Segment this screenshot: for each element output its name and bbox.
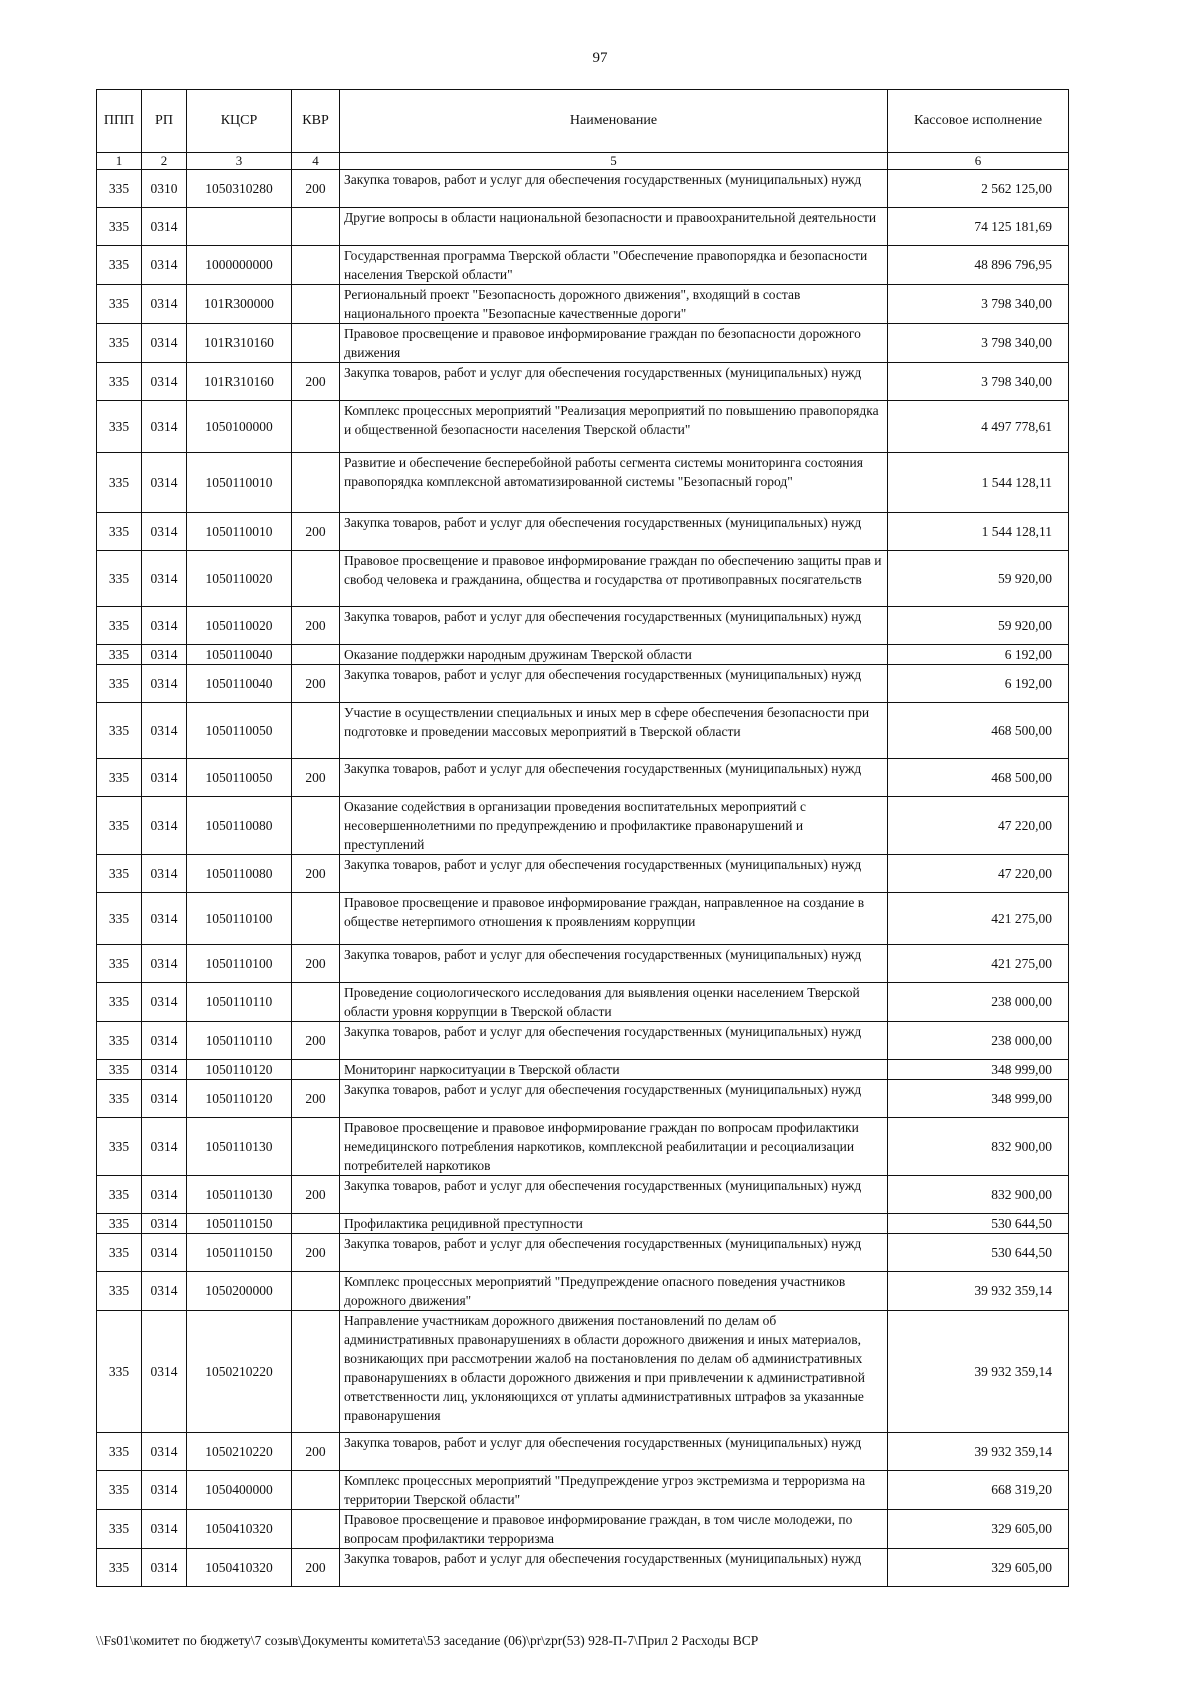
cell-kvr xyxy=(292,797,340,855)
cell-name: Другие вопросы в области национальной безопасности и правоохранительной деятельности xyxy=(340,208,888,246)
cell-ppp: 335 xyxy=(97,1311,142,1433)
cell-kvr xyxy=(292,324,340,363)
table-row xyxy=(97,893,1069,945)
cell-rp: 0314 xyxy=(142,893,187,945)
cell-amount: 3 798 340,00 xyxy=(888,363,1069,401)
table-row xyxy=(97,1272,1069,1311)
cell-rp: 0314 xyxy=(142,983,187,1022)
cell-kvr xyxy=(292,1311,340,1433)
cell-rp: 0314 xyxy=(142,285,187,324)
table-body xyxy=(97,170,1069,1587)
table-row xyxy=(97,1118,1069,1176)
cell-amount: 421 275,00 xyxy=(888,893,1069,945)
table-row xyxy=(97,665,1069,703)
table-row xyxy=(97,1080,1069,1118)
table-row xyxy=(97,855,1069,893)
table-row xyxy=(97,759,1069,797)
table-row xyxy=(97,1176,1069,1214)
cell-kcsr: 1000000000 xyxy=(187,246,292,285)
table-row xyxy=(97,1549,1069,1587)
cell-kvr xyxy=(292,551,340,607)
cell-kvr: 200 xyxy=(292,513,340,551)
cell-amount: 530 644,50 xyxy=(888,1234,1069,1272)
cell-kvr xyxy=(292,246,340,285)
column-number-row xyxy=(97,153,1069,170)
cell-name: Закупка товаров, работ и услуг для обеспечения государственных (муниципальных) нужд xyxy=(340,945,888,983)
cell-rp: 0314 xyxy=(142,665,187,703)
table-row xyxy=(97,208,1069,246)
cell-kvr xyxy=(292,401,340,453)
cell-kvr: 200 xyxy=(292,1176,340,1214)
cell-kvr xyxy=(292,1214,340,1234)
cell-rp: 0314 xyxy=(142,1272,187,1311)
cell-ppp: 335 xyxy=(97,363,142,401)
header-row xyxy=(97,90,1069,153)
cell-name: Комплекс процессных мероприятий "Предупреждение угроз экстремизма и терроризма на территории Тверской области" xyxy=(340,1471,888,1510)
cell-name: Оказание содействия в организации проведения воспитательных мероприятий с несовершеннолетними по предупреждению и профилактике правонарушений и преступлений xyxy=(340,797,888,855)
cell-amount: 348 999,00 xyxy=(888,1060,1069,1080)
cell-name: Направление участникам дорожного движения постановлений по делам об административных правонарушениях в области дорожного движения и иных материалов, возникающих при рассмотрении жалоб на постановления по делам об административных правонарушениях в области дорожного движения и при привлечении к административной ответственности лиц, уклоняющихся от уплаты административных штрафов за указанные правонарушения xyxy=(340,1311,888,1433)
cell-ppp: 335 xyxy=(97,1549,142,1587)
cell-kvr: 200 xyxy=(292,1022,340,1060)
cell-ppp: 335 xyxy=(97,759,142,797)
table-row xyxy=(97,703,1069,759)
header-kcsr: КЦСР xyxy=(187,90,292,153)
header-amount: Кассовое исполнение xyxy=(888,90,1069,153)
cell-kvr: 200 xyxy=(292,855,340,893)
cell-rp: 0314 xyxy=(142,551,187,607)
cell-rp: 0314 xyxy=(142,1214,187,1234)
cell-ppp: 335 xyxy=(97,945,142,983)
footer-file-path: \\Fs01\комитет по бюджету\7 созыв\Документы комитета\53 заседание (06)\pr\zpr(53) 928-П-7\Прил 2 Расходы ВСР xyxy=(96,1633,759,1648)
cell-ppp: 335 xyxy=(97,893,142,945)
cell-amount: 832 900,00 xyxy=(888,1176,1069,1214)
cell-kvr: 200 xyxy=(292,170,340,208)
cell-rp: 0314 xyxy=(142,453,187,513)
cell-ppp: 335 xyxy=(97,1060,142,1080)
cell-ppp: 335 xyxy=(97,645,142,665)
cell-amount: 1 544 128,11 xyxy=(888,453,1069,513)
cell-name: Закупка товаров, работ и услуг для обеспечения государственных (муниципальных) нужд xyxy=(340,1176,888,1214)
cell-amount: 74 125 181,69 xyxy=(888,208,1069,246)
cell-kvr: 200 xyxy=(292,1549,340,1587)
cell-name: Правовое просвещение и правовое информирование граждан, направленное на создание в обществе нетерпимого отношения к проявлениям коррупции xyxy=(340,893,888,945)
table-row xyxy=(97,246,1069,285)
cell-amount: 238 000,00 xyxy=(888,983,1069,1022)
cell-rp: 0314 xyxy=(142,401,187,453)
cell-kcsr: 1050110010 xyxy=(187,453,292,513)
cell-name: Региональный проект "Безопасность дорожного движения", входящий в состав национального проекта "Безопасные качественные дороги" xyxy=(340,285,888,324)
cell-rp: 0314 xyxy=(142,324,187,363)
cell-ppp: 335 xyxy=(97,1118,142,1176)
cell-name: Закупка товаров, работ и услуг для обеспечения государственных (муниципальных) нужд xyxy=(340,607,888,645)
cell-amount: 39 932 359,14 xyxy=(888,1311,1069,1433)
cell-kvr: 200 xyxy=(292,759,340,797)
cell-kcsr: 1050100000 xyxy=(187,401,292,453)
table-row xyxy=(97,285,1069,324)
cell-kcsr: 101R310160 xyxy=(187,324,292,363)
table-row xyxy=(97,1214,1069,1234)
cell-rp: 0314 xyxy=(142,1549,187,1587)
cell-rp: 0314 xyxy=(142,1311,187,1433)
cell-name: Закупка товаров, работ и услуг для обеспечения государственных (муниципальных) нужд xyxy=(340,1234,888,1272)
cell-kcsr: 1050310280 xyxy=(187,170,292,208)
cell-name: Участие в осуществлении специальных и иных мер в сфере обеспечения безопасности при подготовке и проведении массовых мероприятий в Тверской области xyxy=(340,703,888,759)
cell-kcsr: 1050110130 xyxy=(187,1176,292,1214)
cell-amount: 329 605,00 xyxy=(888,1510,1069,1549)
cell-kcsr: 1050110120 xyxy=(187,1060,292,1080)
cell-kcsr: 1050110150 xyxy=(187,1234,292,1272)
cell-kcsr: 1050110110 xyxy=(187,1022,292,1060)
cell-rp: 0314 xyxy=(142,1176,187,1214)
cell-name: Закупка товаров, работ и услуг для обеспечения государственных (муниципальных) нужд xyxy=(340,1022,888,1060)
column-number: 1 xyxy=(97,153,142,170)
table-row xyxy=(97,1234,1069,1272)
cell-name: Развитие и обеспечение бесперебойной работы сегмента системы мониторинга состояния правопорядка комплексной автоматизированной системы "Безопасный город" xyxy=(340,453,888,513)
cell-rp: 0314 xyxy=(142,703,187,759)
table-row xyxy=(97,983,1069,1022)
cell-ppp: 335 xyxy=(97,607,142,645)
cell-amount: 39 932 359,14 xyxy=(888,1272,1069,1311)
cell-amount: 6 192,00 xyxy=(888,665,1069,703)
cell-kcsr xyxy=(187,208,292,246)
cell-kcsr: 1050210220 xyxy=(187,1311,292,1433)
cell-kvr xyxy=(292,893,340,945)
table-row xyxy=(97,401,1069,453)
cell-name: Проведение социологического исследования для выявления оценки населением Тверской области уровня коррупции в Тверской области xyxy=(340,983,888,1022)
cell-kcsr: 1050200000 xyxy=(187,1272,292,1311)
column-number: 3 xyxy=(187,153,292,170)
cell-ppp: 335 xyxy=(97,324,142,363)
cell-rp: 0314 xyxy=(142,797,187,855)
cell-rp: 0314 xyxy=(142,759,187,797)
cell-kcsr: 1050110050 xyxy=(187,759,292,797)
cell-kcsr: 101R300000 xyxy=(187,285,292,324)
cell-kcsr: 1050110020 xyxy=(187,607,292,645)
column-number: 4 xyxy=(292,153,340,170)
table-row xyxy=(97,1433,1069,1471)
cell-kvr xyxy=(292,208,340,246)
cell-kcsr: 1050110050 xyxy=(187,703,292,759)
cell-kcsr: 1050410320 xyxy=(187,1549,292,1587)
cell-kcsr: 1050110150 xyxy=(187,1214,292,1234)
cell-amount: 3 798 340,00 xyxy=(888,285,1069,324)
cell-amount: 329 605,00 xyxy=(888,1549,1069,1587)
cell-kvr xyxy=(292,1060,340,1080)
cell-kcsr: 1050110130 xyxy=(187,1118,292,1176)
cell-ppp: 335 xyxy=(97,551,142,607)
cell-name: Закупка товаров, работ и услуг для обеспечения государственных (муниципальных) нужд xyxy=(340,513,888,551)
cell-amount: 530 644,50 xyxy=(888,1214,1069,1234)
cell-ppp: 335 xyxy=(97,1080,142,1118)
cell-amount: 6 192,00 xyxy=(888,645,1069,665)
cell-amount: 47 220,00 xyxy=(888,855,1069,893)
cell-name: Правовое просвещение и правовое информирование граждан по безопасности дорожного движения xyxy=(340,324,888,363)
cell-kvr: 200 xyxy=(292,363,340,401)
cell-kvr xyxy=(292,1471,340,1510)
cell-ppp: 335 xyxy=(97,513,142,551)
cell-rp: 0314 xyxy=(142,645,187,665)
column-number: 5 xyxy=(340,153,888,170)
header-kvr: КВР xyxy=(292,90,340,153)
cell-kvr: 200 xyxy=(292,1080,340,1118)
cell-amount: 238 000,00 xyxy=(888,1022,1069,1060)
cell-ppp: 335 xyxy=(97,285,142,324)
cell-kcsr: 1050110040 xyxy=(187,645,292,665)
cell-kcsr: 1050110100 xyxy=(187,945,292,983)
cell-amount: 348 999,00 xyxy=(888,1080,1069,1118)
page-number: 97 xyxy=(592,50,608,66)
cell-amount: 1 544 128,11 xyxy=(888,513,1069,551)
cell-amount: 832 900,00 xyxy=(888,1118,1069,1176)
cell-kcsr: 1050110040 xyxy=(187,665,292,703)
cell-rp: 0314 xyxy=(142,1118,187,1176)
header-name: Наименование xyxy=(340,90,888,153)
cell-kvr xyxy=(292,453,340,513)
cell-rp: 0314 xyxy=(142,607,187,645)
cell-amount: 468 500,00 xyxy=(888,703,1069,759)
cell-kvr xyxy=(292,1272,340,1311)
cell-name: Закупка товаров, работ и услуг для обеспечения государственных (муниципальных) нужд xyxy=(340,665,888,703)
cell-rp: 0314 xyxy=(142,1471,187,1510)
cell-rp: 0314 xyxy=(142,945,187,983)
table-row xyxy=(97,1471,1069,1510)
cell-name: Комплекс процессных мероприятий "Реализация мероприятий по повышению правопорядка и общественной безопасности населения Тверской области" xyxy=(340,401,888,453)
table-row xyxy=(97,1311,1069,1433)
table-row xyxy=(97,1022,1069,1060)
cell-ppp: 335 xyxy=(97,1471,142,1510)
cell-kvr: 200 xyxy=(292,607,340,645)
cell-amount: 59 920,00 xyxy=(888,551,1069,607)
cell-ppp: 335 xyxy=(97,1433,142,1471)
cell-kcsr: 1050110100 xyxy=(187,893,292,945)
cell-amount: 48 896 796,95 xyxy=(888,246,1069,285)
cell-ppp: 335 xyxy=(97,797,142,855)
cell-rp: 0314 xyxy=(142,1433,187,1471)
cell-kvr: 200 xyxy=(292,1433,340,1471)
cell-kcsr: 1050410320 xyxy=(187,1510,292,1549)
cell-name: Закупка товаров, работ и услуг для обеспечения государственных (муниципальных) нужд xyxy=(340,170,888,208)
cell-kvr xyxy=(292,645,340,665)
cell-ppp: 335 xyxy=(97,208,142,246)
cell-kvr: 200 xyxy=(292,665,340,703)
cell-rp: 0314 xyxy=(142,1060,187,1080)
cell-name: Профилактика рецидивной преступности xyxy=(340,1214,888,1234)
cell-rp: 0314 xyxy=(142,1510,187,1549)
cell-kvr xyxy=(292,1510,340,1549)
cell-amount: 3 798 340,00 xyxy=(888,324,1069,363)
cell-amount: 421 275,00 xyxy=(888,945,1069,983)
table-row xyxy=(97,453,1069,513)
cell-kcsr: 1050110120 xyxy=(187,1080,292,1118)
cell-rp: 0314 xyxy=(142,363,187,401)
table-row xyxy=(97,645,1069,665)
cell-name: Закупка товаров, работ и услуг для обеспечения государственных (муниципальных) нужд xyxy=(340,1433,888,1471)
cell-name: Закупка товаров, работ и услуг для обеспечения государственных (муниципальных) нужд xyxy=(340,1080,888,1118)
cell-name: Правовое просвещение и правовое информирование граждан, в том числе молодежи, по вопросам профилактики терроризма xyxy=(340,1510,888,1549)
cell-kvr xyxy=(292,1118,340,1176)
cell-amount: 468 500,00 xyxy=(888,759,1069,797)
cell-kcsr: 1050110010 xyxy=(187,513,292,551)
cell-kvr xyxy=(292,983,340,1022)
cell-kvr: 200 xyxy=(292,1234,340,1272)
cell-kvr xyxy=(292,285,340,324)
cell-kcsr: 101R310160 xyxy=(187,363,292,401)
cell-amount: 4 497 778,61 xyxy=(888,401,1069,453)
cell-ppp: 335 xyxy=(97,1176,142,1214)
cell-amount: 668 319,20 xyxy=(888,1471,1069,1510)
cell-kvr: 200 xyxy=(292,945,340,983)
cell-rp: 0314 xyxy=(142,513,187,551)
table-row xyxy=(97,363,1069,401)
cell-rp: 0310 xyxy=(142,170,187,208)
cell-ppp: 335 xyxy=(97,855,142,893)
header-ppp: ППП xyxy=(97,90,142,153)
cell-ppp: 335 xyxy=(97,453,142,513)
table-row xyxy=(97,513,1069,551)
cell-kcsr: 1050110020 xyxy=(187,551,292,607)
cell-name: Государственная программа Тверской области "Обеспечение правопорядка и безопасности населения Тверской области" xyxy=(340,246,888,285)
cell-ppp: 335 xyxy=(97,246,142,285)
cell-kcsr: 1050210220 xyxy=(187,1433,292,1471)
cell-name: Закупка товаров, работ и услуг для обеспечения государственных (муниципальных) нужд xyxy=(340,855,888,893)
table-row xyxy=(97,551,1069,607)
cell-ppp: 335 xyxy=(97,1214,142,1234)
cell-ppp: 335 xyxy=(97,401,142,453)
cell-name: Мониторинг наркоситуации в Тверской области xyxy=(340,1060,888,1080)
cell-ppp: 335 xyxy=(97,1022,142,1060)
cell-name: Закупка товаров, работ и услуг для обеспечения государственных (муниципальных) нужд xyxy=(340,1549,888,1587)
cell-name: Оказание поддержки народным дружинам Тверской области xyxy=(340,645,888,665)
cell-kvr xyxy=(292,703,340,759)
table-row xyxy=(97,170,1069,208)
cell-name: Правовое просвещение и правовое информирование граждан по вопросам профилактики немедицинского потребления наркотиков, комплексной реабилитации и ресоциализации потребителей наркотиков xyxy=(340,1118,888,1176)
cell-ppp: 335 xyxy=(97,703,142,759)
cell-kcsr: 1050110080 xyxy=(187,797,292,855)
cell-kcsr: 1050400000 xyxy=(187,1471,292,1510)
cell-rp: 0314 xyxy=(142,1080,187,1118)
cell-ppp: 335 xyxy=(97,1510,142,1549)
cell-amount: 39 932 359,14 xyxy=(888,1433,1069,1471)
cell-ppp: 335 xyxy=(97,665,142,703)
budget-table xyxy=(96,89,1069,1587)
cell-rp: 0314 xyxy=(142,246,187,285)
cell-amount: 2 562 125,00 xyxy=(888,170,1069,208)
cell-name: Правовое просвещение и правовое информирование граждан по обеспечению защиты прав и свобод человека и гражданина, общества и государства от противоправных посягательств xyxy=(340,551,888,607)
column-number: 6 xyxy=(888,153,1069,170)
table-row xyxy=(97,324,1069,363)
table-row xyxy=(97,945,1069,983)
cell-ppp: 335 xyxy=(97,170,142,208)
cell-amount: 47 220,00 xyxy=(888,797,1069,855)
cell-rp: 0314 xyxy=(142,1022,187,1060)
cell-name: Закупка товаров, работ и услуг для обеспечения государственных (муниципальных) нужд xyxy=(340,759,888,797)
cell-rp: 0314 xyxy=(142,855,187,893)
table-row xyxy=(97,1510,1069,1549)
table-row xyxy=(97,797,1069,855)
cell-rp: 0314 xyxy=(142,1234,187,1272)
cell-ppp: 335 xyxy=(97,1272,142,1311)
cell-amount: 59 920,00 xyxy=(888,607,1069,645)
cell-kcsr: 1050110110 xyxy=(187,983,292,1022)
table-row xyxy=(97,607,1069,645)
table-row xyxy=(97,1060,1069,1080)
cell-name: Закупка товаров, работ и услуг для обеспечения государственных (муниципальных) нужд xyxy=(340,363,888,401)
cell-ppp: 335 xyxy=(97,1234,142,1272)
cell-ppp: 335 xyxy=(97,983,142,1022)
cell-rp: 0314 xyxy=(142,208,187,246)
cell-kcsr: 1050110080 xyxy=(187,855,292,893)
header-rp: РП xyxy=(142,90,187,153)
cell-name: Комплекс процессных мероприятий "Предупреждение опасного поведения участников дорожного движения" xyxy=(340,1272,888,1311)
column-number: 2 xyxy=(142,153,187,170)
